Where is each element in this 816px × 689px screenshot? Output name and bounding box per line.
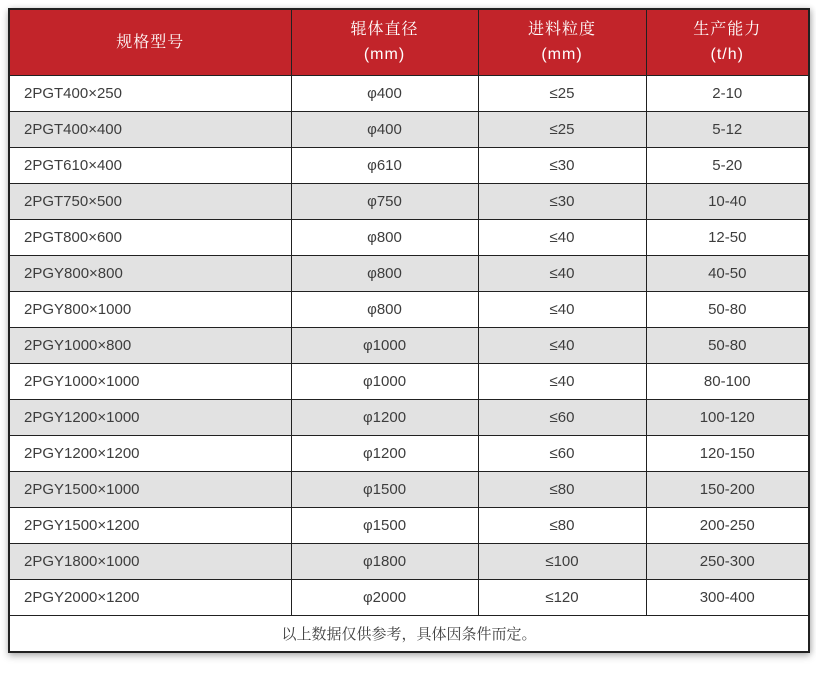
table-footnote: 以上数据仅供参考，具体因条件而定。	[9, 615, 809, 652]
cell-roller-diameter: φ800	[291, 291, 478, 327]
table-footer	[9, 615, 809, 652]
cell-feed-size: ≤80	[478, 471, 646, 507]
cell-feed-size: ≤40	[478, 255, 646, 291]
column-header-capacity	[646, 9, 809, 75]
table-row	[9, 219, 809, 255]
table-row	[9, 363, 809, 399]
footnote-row	[9, 615, 809, 652]
cell-roller-diameter: φ1000	[291, 327, 478, 363]
cell-capacity: 2-10	[646, 75, 809, 111]
cell-capacity: 50-80	[646, 291, 809, 327]
cell-capacity: 250-300	[646, 543, 809, 579]
cell-model: 2PGY2000×1200	[9, 579, 291, 615]
cell-roller-diameter: φ1500	[291, 507, 478, 543]
cell-feed-size: ≤25	[478, 111, 646, 147]
cell-feed-size: ≤40	[478, 363, 646, 399]
table-body	[9, 75, 809, 615]
column-header-label: 进料粒度	[527, 21, 596, 39]
cell-model: 2PGY1500×1000	[9, 471, 291, 507]
cell-feed-size: ≤60	[478, 435, 646, 471]
table-row	[9, 327, 809, 363]
cell-capacity: 5-20	[646, 147, 809, 183]
cell-capacity: 10-40	[646, 183, 809, 219]
cell-roller-diameter: φ800	[291, 219, 478, 255]
cell-feed-size: ≤100	[478, 543, 646, 579]
cell-model: 2PGY1500×1200	[9, 507, 291, 543]
cell-model: 2PGY1000×800	[9, 327, 291, 363]
cell-model: 2PGY800×1000	[9, 291, 291, 327]
table-row	[9, 111, 809, 147]
cell-roller-diameter: φ400	[291, 75, 478, 111]
cell-roller-diameter: φ400	[291, 111, 478, 147]
cell-feed-size: ≤40	[478, 219, 646, 255]
cell-roller-diameter: φ1000	[291, 363, 478, 399]
column-header-unit: (t/h)	[710, 46, 744, 64]
cell-feed-size: ≤40	[478, 327, 646, 363]
column-header-feed-size	[478, 9, 646, 75]
table-row	[9, 399, 809, 435]
cell-feed-size: ≤30	[478, 147, 646, 183]
cell-capacity: 150-200	[646, 471, 809, 507]
cell-roller-diameter: φ1800	[291, 543, 478, 579]
cell-roller-diameter: φ2000	[291, 579, 478, 615]
cell-model: 2PGT610×400	[9, 147, 291, 183]
cell-capacity: 40-50	[646, 255, 809, 291]
table-row	[9, 291, 809, 327]
cell-feed-size: ≤80	[478, 507, 646, 543]
cell-feed-size: ≤40	[478, 291, 646, 327]
cell-roller-diameter: φ1200	[291, 399, 478, 435]
cell-roller-diameter: φ1200	[291, 435, 478, 471]
cell-capacity: 200-250	[646, 507, 809, 543]
spec-table	[8, 8, 810, 653]
table-row	[9, 75, 809, 111]
table-row	[9, 471, 809, 507]
cell-capacity: 80-100	[646, 363, 809, 399]
table-row	[9, 435, 809, 471]
table-row	[9, 147, 809, 183]
cell-model: 2PGY1200×1000	[9, 399, 291, 435]
table-row	[9, 255, 809, 291]
cell-capacity: 120-150	[646, 435, 809, 471]
cell-model: 2PGT800×600	[9, 219, 291, 255]
cell-feed-size: ≤60	[478, 399, 646, 435]
table-header	[9, 9, 809, 75]
cell-model: 2PGY800×800	[9, 255, 291, 291]
column-header-label: 规格型号	[116, 33, 185, 51]
cell-feed-size: ≤120	[478, 579, 646, 615]
column-header-unit: (mm)	[541, 46, 583, 64]
cell-model: 2PGT400×400	[9, 111, 291, 147]
cell-roller-diameter: φ750	[291, 183, 478, 219]
cell-capacity: 300-400	[646, 579, 809, 615]
cell-model: 2PGY1200×1200	[9, 435, 291, 471]
cell-model: 2PGY1000×1000	[9, 363, 291, 399]
cell-roller-diameter: φ1500	[291, 471, 478, 507]
cell-feed-size: ≤30	[478, 183, 646, 219]
cell-capacity: 12-50	[646, 219, 809, 255]
header-row	[9, 9, 809, 75]
cell-feed-size: ≤25	[478, 75, 646, 111]
cell-capacity: 100-120	[646, 399, 809, 435]
table-row	[9, 543, 809, 579]
cell-model: 2PGT750×500	[9, 183, 291, 219]
cell-capacity: 5-12	[646, 111, 809, 147]
column-header-label: 生产能力	[693, 21, 762, 39]
cell-roller-diameter: φ800	[291, 255, 478, 291]
column-header-label: 辊体直径	[350, 21, 419, 39]
column-header-model	[9, 9, 291, 75]
cell-model: 2PGT400×250	[9, 75, 291, 111]
table-row	[9, 579, 809, 615]
cell-roller-diameter: φ610	[291, 147, 478, 183]
column-header-roller-diameter	[291, 9, 478, 75]
table-row	[9, 507, 809, 543]
table-row	[9, 183, 809, 219]
cell-capacity: 50-80	[646, 327, 809, 363]
cell-model: 2PGY1800×1000	[9, 543, 291, 579]
column-header-unit: (mm)	[363, 46, 406, 64]
